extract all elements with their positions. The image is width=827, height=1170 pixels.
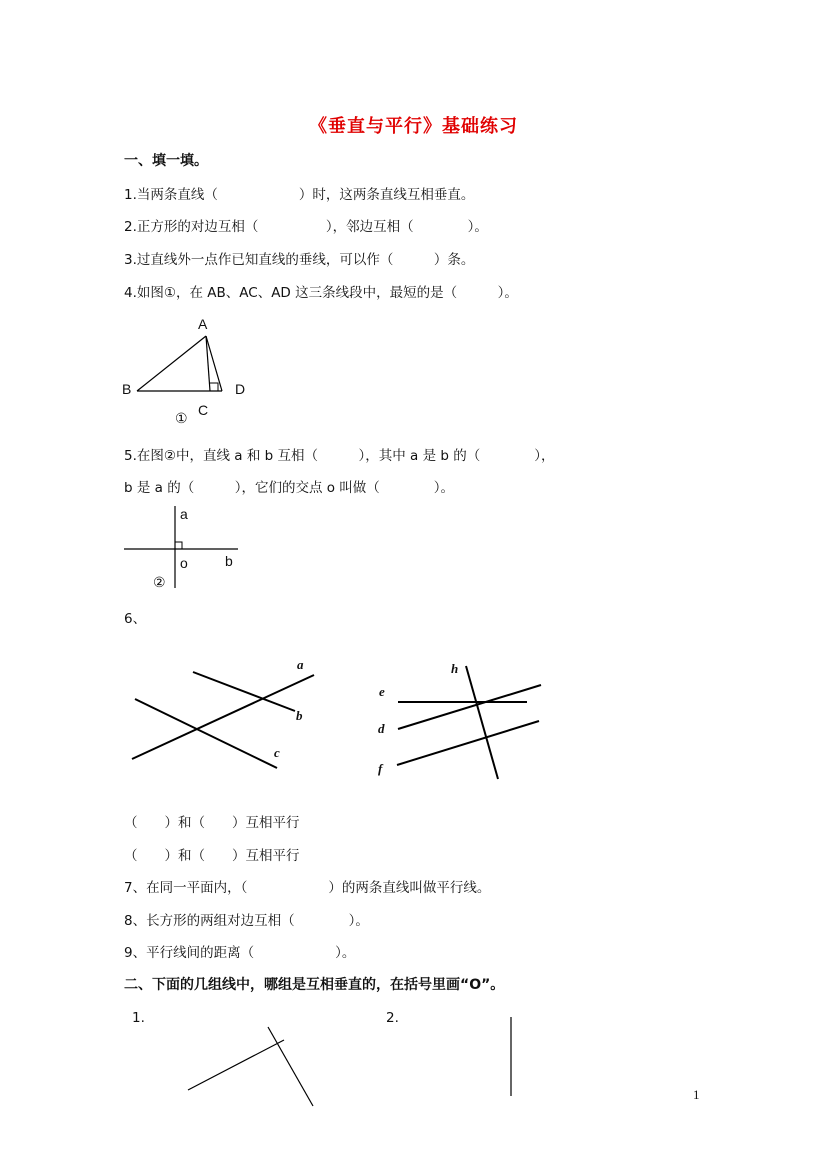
question-5b: b 是 a 的（ ），它们的交点 o 叫做（ ）。 [124, 480, 455, 496]
question-6: 6、 [124, 611, 147, 627]
fig2-number: ② [153, 574, 166, 590]
page-number: 1 [693, 1087, 700, 1102]
fig1-label-c: C [198, 402, 209, 418]
fig2-label-b: b [225, 553, 233, 569]
fig2-label-o: o [180, 555, 188, 571]
question-7: 7、在同一平面内，（ ）的两条直线叫做平行线。 [124, 880, 491, 896]
fig1-label-b: B [122, 381, 132, 397]
fig2-label-a: a [180, 506, 188, 522]
question-1: 1.当两条直线（ ）时，这两条直线互相垂直。 [124, 187, 475, 203]
fig6-label-d: d [378, 721, 385, 736]
fig6-label-b: b [296, 708, 303, 723]
question-2: 2.正方形的对边互相（ ），邻边互相（ ）。 [124, 219, 488, 235]
question-6-answer-2: （ ）和（ ）互相平行 [124, 848, 300, 864]
fig1-label-a: A [198, 316, 208, 332]
fig6-label-c: c [274, 745, 280, 760]
question-8: 8、长方形的两组对边互相（ ）。 [124, 913, 369, 929]
question-5a: 5.在图②中，直线 a 和 b 互相（ ），其中 a 是 b 的（ ）， [124, 448, 555, 464]
question-6-answer-1: （ ）和（ ）互相平行 [124, 815, 300, 831]
fig6-label-a: a [297, 657, 304, 672]
section2-item-1: 1. [132, 1010, 145, 1026]
page-title: 《垂直与平行》基础练习 [309, 116, 518, 137]
question-4: 4.如图①，在 AB、AC、AD 这三条线段中，最短的是（ ）。 [124, 285, 518, 301]
fig1-label-d: D [235, 381, 246, 397]
fig6-label-e: e [379, 684, 385, 699]
question-3: 3.过直线外一点作已知直线的垂线，可以作（ ）条。 [124, 252, 475, 268]
section1-heading: 一、填一填。 [124, 153, 208, 169]
fig1-number: ① [175, 410, 188, 426]
question-9: 9、平行线间的距离（ ）。 [124, 945, 356, 961]
fig6-label-f: f [378, 761, 383, 776]
section2-item-2: 2. [386, 1010, 399, 1026]
section2-heading: 二、下面的几组线中，哪组是互相垂直的，在括号里画“O”。 [124, 977, 505, 993]
fig6-label-h: h [451, 661, 459, 676]
